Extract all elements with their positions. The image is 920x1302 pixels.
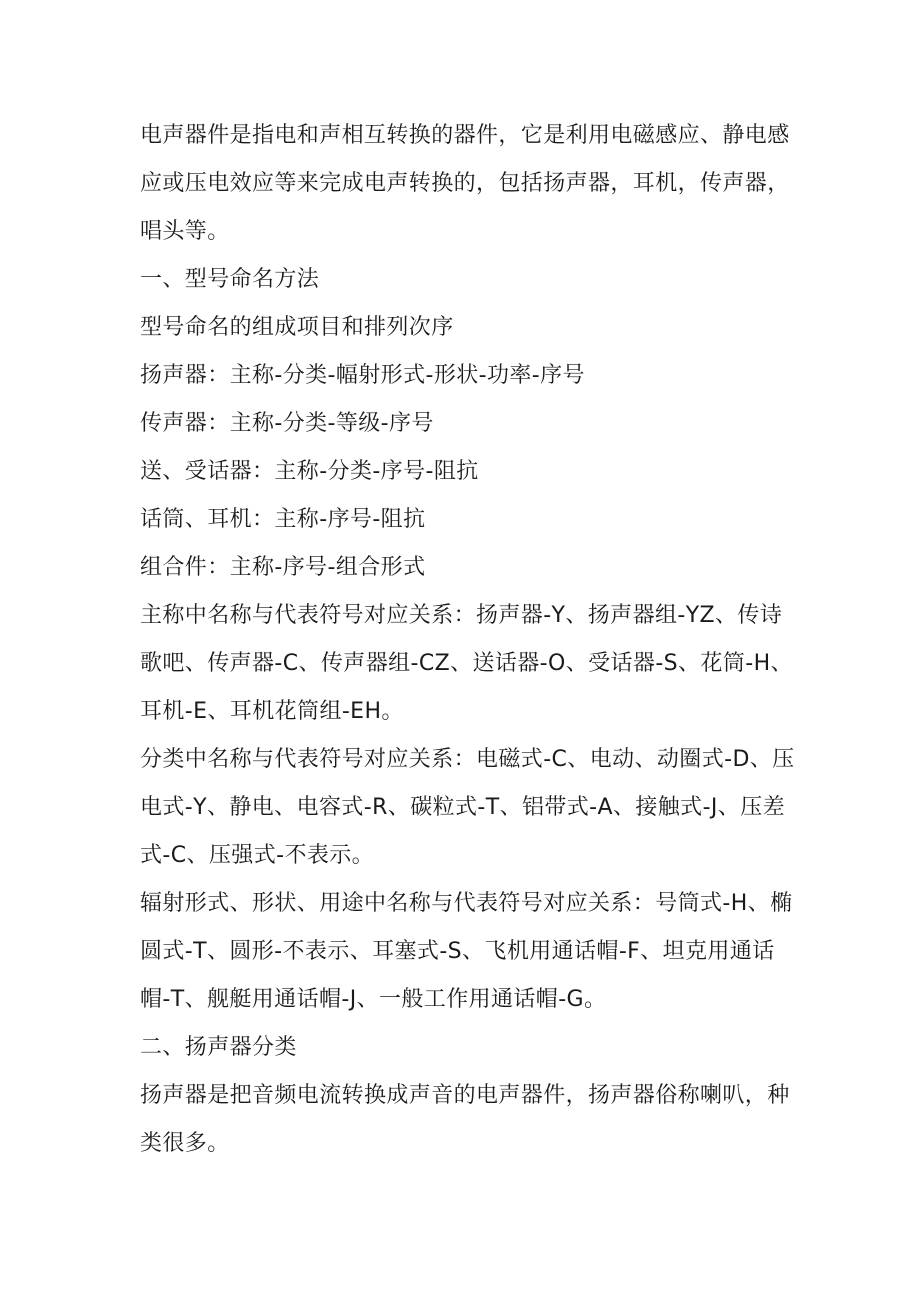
headset-naming-line: 话筒、耳机：主称-序号-阻抗 [140,507,426,532]
document-body [140,112,800,1168]
category-symbols-paragraph: 分类中名称与代表符号对应关系：电磁式-C、电动、动圈式-D、压电式-Y、静电、电容式-R、碳粒式-T、铝带式-A、接触式-J、压差式-C、压强式-不表示。 [140,747,795,868]
section-heading-naming: 一、型号命名方法 [140,267,320,292]
naming-subheading: 型号命名的组成项目和排列次序 [140,315,454,340]
microphone-naming-line: 传声器：主称-分类-等级-序号 [140,411,434,436]
speaker-description-paragraph: 扬声器是把音频电流转换成声音的电声器件，扬声器俗称喇叭，种类很多。 [140,1083,790,1156]
transceiver-naming-line: 送、受话器：主称-分类-序号-阻抗 [140,459,479,484]
main-name-symbols-paragraph: 主称中名称与代表符号对应关系：扬声器-Y、扬声器组-YZ、传诗歌吧、传声器-C、传声器组-CZ、送话器-O、受话器-S、花筒-H、耳机-E、耳机花筒组-EH。 [140,603,793,724]
assembly-naming-line: 组合件：主称-序号-组合形式 [140,555,426,580]
intro-paragraph: 电声器件是指电和声相互转换的器件，它是利用电磁感应、静电感应或压电效应等来完成电声转换的，包括扬声器，耳机，传声器，唱头等。 [140,123,790,244]
section-heading-speaker-types: 二、扬声器分类 [140,1035,297,1060]
radiation-shape-symbols-paragraph: 辐射形式、形状、用途中名称与代表符号对应关系：号筒式-H、椭圆式-T、圆形-不表示、耳塞式-S、飞机用通话帽-F、坦克用通话帽-T、舰艇用通话帽-J、一般工作用通话帽-G。 [140,891,793,1012]
speaker-naming-line: 扬声器：主称-分类-幅射形式-形状-功率-序号 [140,363,585,388]
